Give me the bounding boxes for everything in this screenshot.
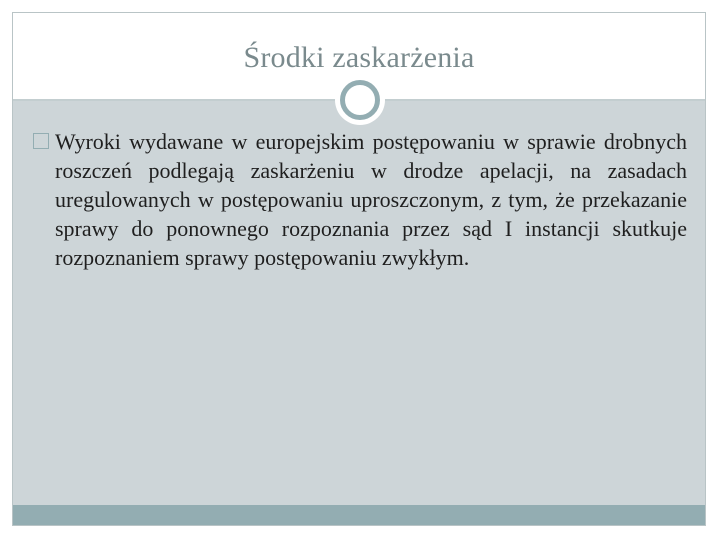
bullet-text: Wyroki wydawane w europejskim postępowaniu w sprawie drobnych roszczeń podlegają zaskarżeniu w drodze apelacji, na zasadach uregulowanych w postępowaniu uproszczonym, z tym, że przekazanie sprawy do ponownego rozpoznania przez sąd I instancji skutkuje rozpoznaniem sprawy postępowaniu zwykłym. [55, 129, 687, 270]
footer-bar [13, 505, 705, 525]
slide [12, 12, 706, 526]
square-bullet-icon [33, 133, 49, 149]
slide-title: Środki zaskarżenia [243, 41, 475, 74]
ring-ornament-icon [340, 80, 380, 120]
bullet-item [33, 127, 687, 272]
